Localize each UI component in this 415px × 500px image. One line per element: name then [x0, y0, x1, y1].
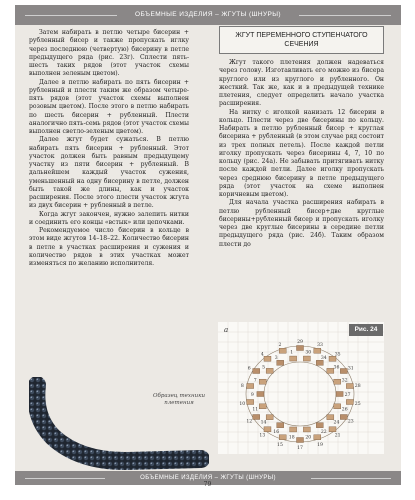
bead-number: 18: [288, 435, 295, 441]
bead-marker: [327, 415, 334, 420]
bead-number: 29: [297, 340, 303, 345]
bead-marker: [314, 435, 321, 440]
bead-number: 28: [354, 383, 361, 389]
bead-marker: [290, 427, 297, 432]
paragraph: Затем набирать в петлю четыре бисерин + рубленный бисер и также пропускать иглку через последнюю (четвертую) бисерину в петле предыдущего ряда (рис. 23г). Сплести пять-шесть таких рядов (этот участок схемы выполнен зеленым цветом).: [29, 29, 189, 78]
bead-number: 9: [250, 393, 254, 398]
footer-rule-right: [311, 478, 391, 479]
bead-number: 5: [262, 365, 266, 371]
bead-number: 12: [246, 419, 253, 425]
bead-number: 30: [305, 350, 312, 356]
bead-number: 2: [278, 343, 282, 349]
left-column-text: [29, 29, 189, 268]
figure-sublabel: a: [224, 326, 229, 334]
bead-marker: [346, 384, 353, 389]
bead-number: 8: [240, 383, 244, 389]
paragraph: Далее жгут будет сужаться. В петлю набирать пять бисерин + рубленный. Этот участок должен быть равным предыдущему участку из пяти бисерин + рубленный. В дальнейшем каждый участок сужения, уменьшенный на одну бисерину в петле, должен быть такой же длины, как и участок расширения. После этого плести участок жгута из двух бисерин + рубленный в петле.: [29, 136, 189, 210]
bead-number: 14: [260, 420, 267, 426]
bead-number: 19: [317, 442, 323, 448]
bead-marker: [259, 404, 266, 409]
bead-number: 22: [320, 430, 327, 436]
bead-marker: [247, 384, 254, 389]
header-title: ОБЪЕМНЫЕ ИЗДЕЛИЯ – ЖГУТЫ (ШНУРЫ): [135, 11, 281, 18]
paragraph: Для начала участка расширения набирать в петлю рубленный бисер+две круглые бисерины+рубленный бисер и пропускать иголку через две круглые бисерины в середине петли предыдущего ряда (рис. 24б). Таким образом плести до: [219, 199, 384, 248]
bead-marker: [279, 435, 286, 440]
bead-number: 23: [347, 419, 354, 425]
bead-marker: [336, 392, 343, 397]
bead-marker: [253, 415, 260, 420]
paragraph: Далее в петлю набирать по пять бисерин + рубленный и плести таким же образом четыре-пять рядов (этот участок схемы выполнен розовым цветом). После этого в петлю набирать по шесть бисерин + рубленный. Плести аналогично пять-семь рядов (этот участок схемы выполнен светло-зеленым цветом).: [29, 78, 189, 135]
bead-number: 1: [290, 350, 294, 356]
beaded-rope-photo: [29, 377, 209, 475]
page-number: 79: [203, 481, 212, 488]
bead-number: 34: [320, 355, 327, 361]
paragraph: Когда жгут закончен, нужно залепить нитки и соединить его концы «встык» или цепочками.: [29, 210, 189, 226]
page-header: [15, 5, 401, 25]
bead-number: 13: [259, 433, 266, 439]
paragraph: Рекомендуемое число бисерин в кольце в этом виде жгутов 14–18–22. Количество бисерин в петле в участках расширения и сужения и количество рядов в этих участках может изменяться по желанию исполнителя.: [29, 227, 189, 267]
bead-marker: [259, 379, 266, 384]
bead-number: 11: [252, 407, 259, 413]
bead-marker: [334, 379, 341, 384]
bead-number: 24: [333, 420, 340, 426]
bead-markers: [239, 339, 360, 451]
bead-marker: [264, 427, 271, 432]
figure-24-diagram: [218, 322, 384, 454]
bead-number: 36: [333, 365, 340, 371]
bead-marker: [266, 415, 273, 420]
bead-number: 25: [354, 402, 361, 408]
bead-marker: [346, 399, 353, 404]
footer-title: ОБЪЕМНЫЕ ИЗДЕЛИЯ – ЖГУТЫ (ШНУРЫ): [140, 475, 276, 481]
bead-marker: [277, 360, 284, 365]
bead-marker: [279, 348, 286, 353]
bead-marker: [340, 415, 347, 420]
header-rule-right: [299, 15, 391, 16]
bead-number: 31: [347, 366, 354, 372]
bead-marker: [340, 369, 347, 374]
bead-marker: [316, 423, 323, 428]
bead-marker: [297, 438, 304, 443]
bead-marker: [334, 404, 341, 409]
bead-number: 3: [274, 355, 278, 361]
bead-marker: [297, 346, 304, 351]
bead-marker: [247, 399, 254, 404]
bead-number: 21: [334, 433, 341, 439]
photo-caption: Образец техники плетения: [152, 393, 206, 406]
bead-marker: [303, 356, 310, 361]
bead-number: 4: [260, 352, 264, 358]
bead-marker: [264, 356, 271, 361]
bead-marker: [266, 368, 273, 373]
bead-marker: [314, 348, 321, 353]
bead-number: 15: [277, 442, 283, 448]
bead-number: 17: [297, 446, 303, 451]
bead-number: 16: [273, 430, 280, 436]
bead-marker: [329, 427, 336, 432]
bead-number: 10: [239, 402, 246, 408]
bead-number: 27: [344, 393, 351, 398]
bead-number: 33: [317, 343, 323, 349]
bead-number: 7: [253, 378, 257, 384]
bead-number: 32: [341, 378, 348, 384]
paragraph: Жгут такого плетения должен надеваться через голову. Изготавливать его можно из бисера круглого или из круглого и рубленного. Он жесткий. Так же, как и в предыдущей технике плетения, следует определить начало участка расширения.: [219, 59, 384, 108]
bead-marker: [257, 392, 264, 397]
bead-number: 6: [247, 366, 251, 372]
figure-label: Рис. 24: [349, 324, 383, 336]
right-column-text: [219, 59, 384, 249]
paragraph: На нитку с иголкой нанизать 12 бисерин в кольцо. Плести через две бисерины по кольцу. Набирать в петлю рубленный бисер + круглая бисерина + рубленный (в этом случае ряд состоит из трех полных петель). После каждой петли иголку пропускать через бисерины 4, 7, 10 по кольцу (рис. 24а). Не забывать притягивать нитку после каждой петли. Далее иголку пропускать через среднюю бисерину в петле предыдущего ряда (этот участок на схеме выполнен коричневым цветом).: [219, 108, 384, 198]
bead-marker: [290, 356, 297, 361]
bead-marker: [277, 423, 284, 428]
bead-number: 20: [305, 435, 312, 441]
bead-marker: [316, 360, 323, 365]
bead-number: 35: [334, 352, 341, 358]
bead-marker: [253, 369, 260, 374]
header-rule-left: [25, 15, 117, 16]
footer-rule-left: [25, 478, 105, 479]
bead-marker: [303, 427, 310, 432]
bead-number: 26: [341, 407, 348, 413]
section-title: ЖГУТ ПЕРЕМЕННОГО СТУПЕНЧАТОГО СЕЧЕНИЯ: [219, 26, 384, 54]
